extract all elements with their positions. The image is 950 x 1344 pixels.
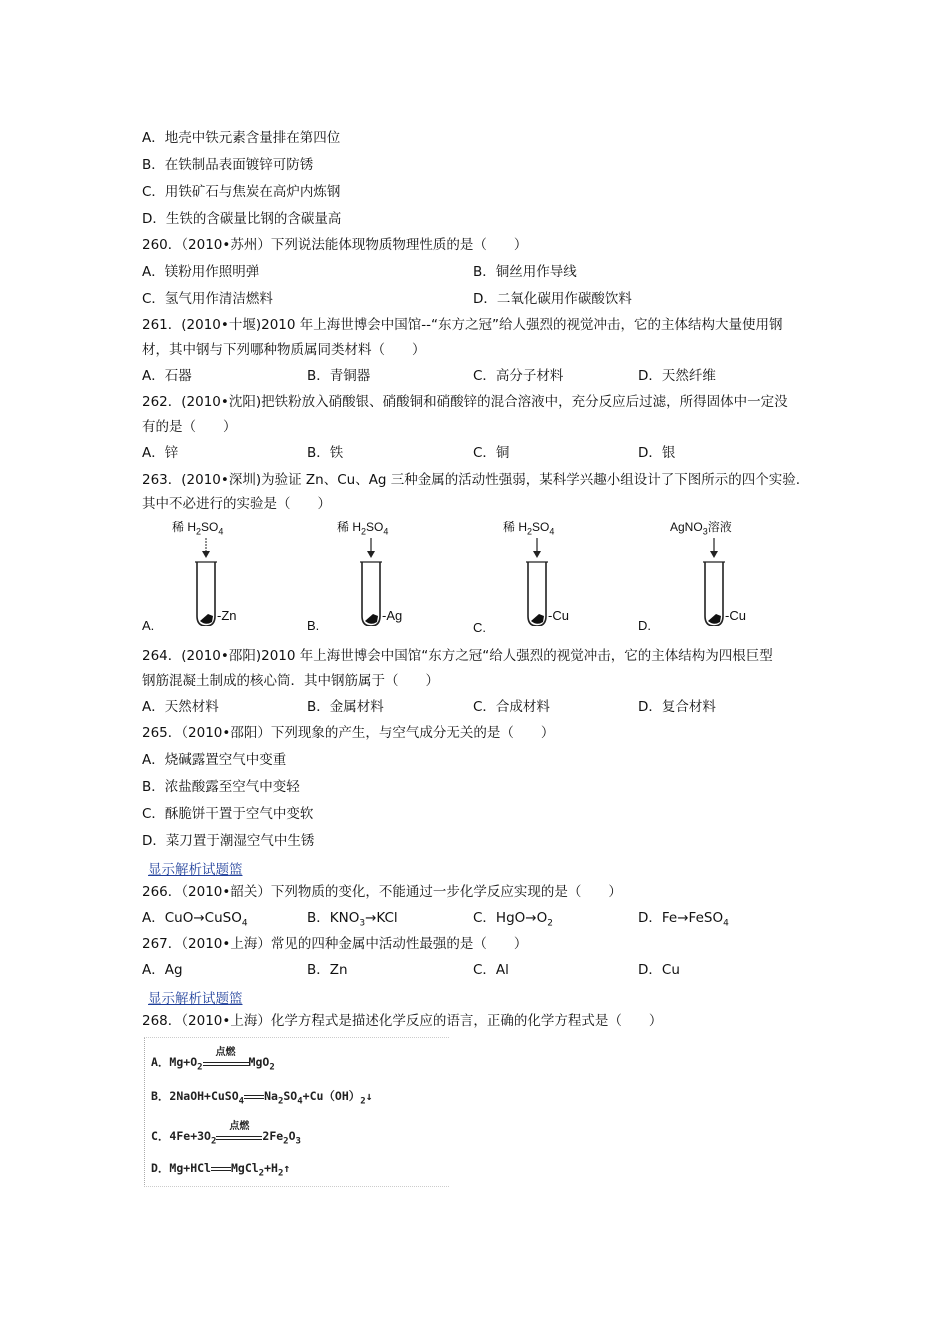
experiment-c (473, 518, 613, 638)
q259-option-c: C．用铁矿石与焦炭在高炉内炼钢 (142, 184, 341, 200)
q261-option-b: B．青铜器 (307, 368, 371, 384)
experiment-label: B. (307, 618, 320, 633)
experiment-a (142, 518, 282, 638)
q261-option-a: A．石器 (142, 368, 192, 384)
equation-d: D．Mg+HCl $MgCl_2+H_2↑$ (151, 1161, 291, 1179)
q265-option-b: B．浓盐酸露至空气中变轻 (142, 779, 300, 795)
q259-option-b: B．在铁制品表面镀锌可防锈 (142, 157, 314, 173)
q259-option-a: A．地壳中铁元素含量排在第四位 (142, 130, 341, 146)
q260-stem: 260．（2010•苏州）下列说法能体现物质物理性质的是（ ） (142, 237, 528, 253)
q267-option-b: B．Zn (307, 962, 348, 978)
equation-b: B．2NaOH+CuSO$_4$ $Na_2SO_4+Cu(OH)_2↓$ (151, 1089, 373, 1107)
q267-stem: 267．（2010•上海）常见的四种金属中活动性最强的是（ ） (142, 936, 528, 952)
experiment-d (638, 518, 788, 638)
q268-stem: 268．（2010•上海）化学方程式是描述化学反应的语言，正确的化学方程式是（ ） (142, 1013, 663, 1029)
show-analysis-link[interactable]: 显示解析试题篮 (148, 862, 243, 878)
q264-stem-line2: 钢筋混凝土制成的核心筒．其中钢筋属于（ ） (142, 673, 439, 689)
q264-option-d: D．复合材料 (638, 699, 716, 715)
metal-label: -Cu (725, 608, 746, 623)
q267-option-a: A．Ag (142, 962, 183, 978)
q265-stem: 265．（2010•邵阳）下列现象的产生，与空气成分无关的是（ ） (142, 725, 555, 741)
q266-option-b: B．$KNO_3\to KCl$ (307, 910, 398, 929)
q261-stem-line1: 261．(2010•十堰)2010 年上海世博会中国馆--“东方之冠”给人强烈的视觉冲击，它的主体结构大量使用钢 (142, 317, 783, 333)
q262-stem-line2: 有的是（ ） (142, 419, 237, 435)
q263-stem-line2: 其中不必进行的实验是（ ） (142, 496, 331, 512)
q262-option-a: A．锌 (142, 445, 179, 461)
q260-option-b: B．铜丝用作导线 (473, 264, 577, 280)
experiment-b (307, 518, 447, 638)
q264-stem-line1: 264．(2010•邵阳)2010 年上海世博会中国馆“东方之冠“给人强烈的视觉冲击，它的主体结构为四根巨型 (142, 648, 773, 664)
q262-option-c: C．铜 (473, 445, 510, 461)
reagent-label: AgNO$_3$溶液 (670, 520, 732, 537)
equation-a: A．$Mg+O_2$ 点燃 MgO$_2$ (151, 1047, 275, 1073)
q267-option-c: C．Al (473, 962, 509, 978)
reagent-label: 稀 $H_2SO_4$ (172, 520, 224, 537)
q262-option-d: D．银 (638, 445, 676, 461)
experiment-label: A. (142, 618, 155, 633)
q265-option-c: C．酥脆饼干置于空气中变软 (142, 806, 314, 822)
q266-option-c: C．$HgO\to O_2$ (473, 910, 553, 929)
q261-option-c: C．高分子材料 (473, 368, 564, 384)
q261-stem-line2: 材，其中钢与下列哪种物质属同类材料（ ） (142, 342, 426, 358)
q266-option-d: D．Fe→FeSO$_4$ (638, 910, 729, 929)
metal-label: -Zn (217, 608, 237, 623)
q262-stem-line1: 262．(2010•沈阳)把铁粉放入硝酸银、硝酸铜和硝酸锌的混合溶液中，充分反应后过滤，所得固体中一定没 (142, 394, 788, 410)
q264-option-b: B．金属材料 (307, 699, 384, 715)
experiment-label: D. (638, 618, 651, 633)
q259-option-d: D．生铁的含碳量比钢的含碳量高 (142, 211, 342, 227)
q261-option-d: D．天然纤维 (638, 368, 716, 384)
equation-image (144, 1037, 449, 1187)
q266-option-a: A．CuO→CuSO$_4$ (142, 910, 248, 929)
q263-stem-line1: 263．(2010•深圳)为验证 Zn、Cu、Ag 三种金属的活动性强弱，某科学兴趣小组设计了下图所示的四个实验. (142, 472, 801, 488)
q265-option-d: D．菜刀置于潮湿空气中生锈 (142, 833, 315, 849)
equation-c: C．$4Fe+3O_2$ 点燃 $2Fe_2O_3$ (151, 1121, 301, 1147)
reagent-label: 稀 $H_2SO_4$ (503, 520, 555, 537)
q264-option-c: C．合成材料 (473, 699, 550, 715)
q260-option-a: A．镁粉用作照明弹 (142, 264, 260, 280)
q265-option-a: A．烧碱露置空气中变重 (142, 752, 287, 768)
metal-label: -Cu (548, 608, 569, 623)
q262-option-b: B．铁 (307, 445, 344, 461)
experiment-label: C. (473, 620, 486, 635)
show-analysis-link[interactable]: 显示解析试题篮 (148, 991, 243, 1007)
q260-option-c: C．氢气用作清洁燃料 (142, 291, 273, 307)
q267-option-d: D．Cu (638, 962, 680, 978)
q266-stem: 266．（2010•韶关）下列物质的变化，不能通过一步化学反应实现的是（ ） (142, 884, 622, 900)
q260-option-d: D．二氧化碳用作碳酸饮料 (473, 291, 632, 307)
reagent-label: 稀 $H_2SO_4$ (337, 520, 389, 537)
q264-option-a: A．天然材料 (142, 699, 219, 715)
metal-label: -Ag (382, 608, 403, 623)
